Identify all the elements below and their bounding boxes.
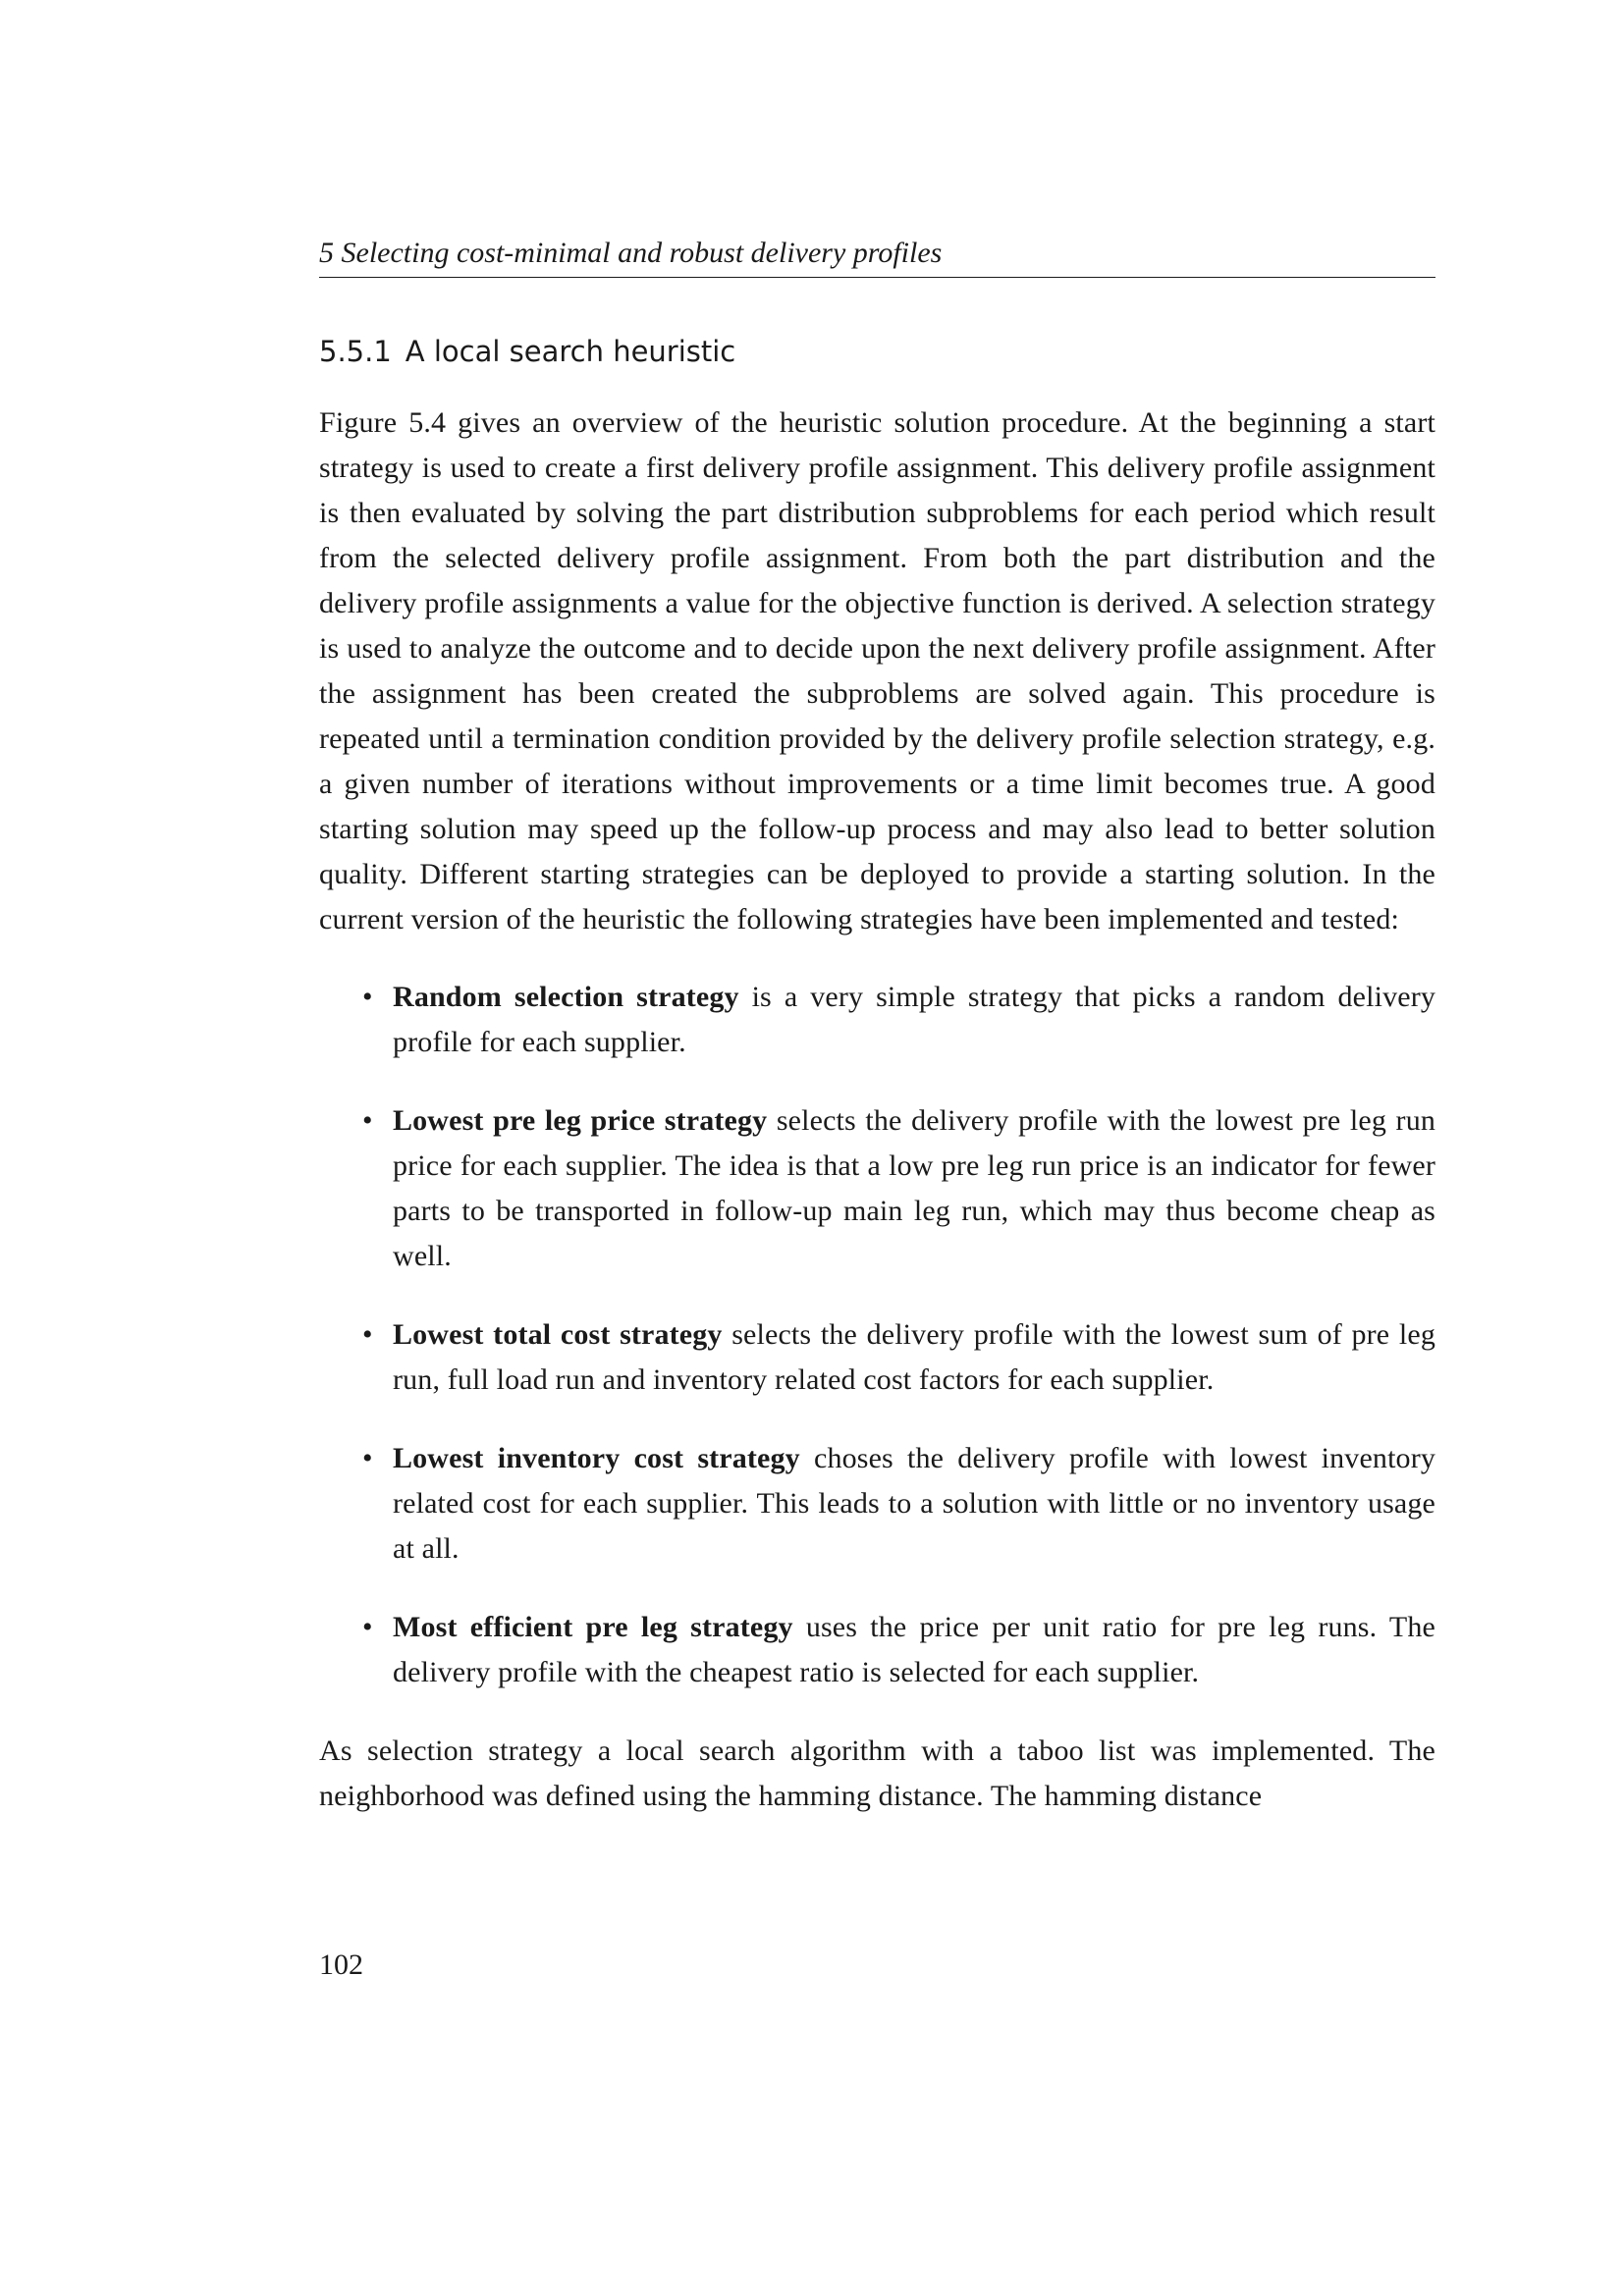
list-item [319, 1605, 1435, 1695]
bullet-icon: • [362, 1442, 373, 1474]
strategy-description: is a very simple strategy that picks a random delivery profile for each supplier. [393, 981, 1435, 1058]
strategy-description: selects the delivery profile with the lowest sum of pre leg run, full load run and inventory related cost factors for each supplier. [393, 1318, 1435, 1396]
strategy-term: Most efficient pre leg strategy [393, 1611, 793, 1643]
list-item [319, 975, 1435, 1065]
bullet-icon: • [362, 1318, 373, 1351]
closing-paragraph: As selection strategy a local search algorithm with a taboo list was implemented. The neighborhood was defined using the hamming distance. The hamming distance [319, 1735, 1435, 1812]
strategy-term: Lowest pre leg price strategy [393, 1104, 768, 1137]
strategy-list [319, 975, 1435, 1695]
strategy-term: Lowest total cost strategy [393, 1318, 723, 1351]
section-heading [319, 332, 735, 371]
section-number: 5.5.1 [319, 335, 392, 368]
running-header: 5 Selecting cost-minimal and robust delivery profiles [319, 234, 1435, 278]
section-title: A local search heuristic [405, 335, 736, 368]
page [319, 0, 1435, 2296]
strategy-description: uses the price per unit ratio for pre leg runs. The delivery profile with the cheapest ratio is selected for each supplier. [393, 1611, 1435, 1688]
bullet-icon: • [362, 1611, 373, 1643]
list-item [319, 1312, 1435, 1403]
strategy-description: choses the delivery profile with lowest inventory related cost for each supplier. This leads to a solution with little or no inventory usage at all. [393, 1442, 1435, 1565]
body-text [319, 400, 1435, 1819]
bullet-icon: • [362, 981, 373, 1013]
page-number: 102 [319, 1949, 363, 1981]
strategy-term: Random selection strategy [393, 981, 739, 1013]
intro-paragraph: Figure 5.4 gives an overview of the heuristic solution procedure. At the beginning a start strategy is used to create a first delivery profile assignment. This delivery profile assignment is then evaluated by solving the part distribution subproblems for each period which result from the selected delivery profile assignment. From both the part distribution and the delivery profile assignments a value for the objective function is derived. A selection strategy is used to analyze the outcome and to decide upon the next delivery profile assignment. After the assignment has been created the subproblems are solved again. This procedure is repeated until a termination condition provided by the delivery profile selection strategy, e.g. a given number of iterations without improvements or a time limit becomes true. A good starting solution may speed up the follow-up process and may also lead to better solution quality. Different starting strategies can be deployed to provide a starting solution. In the current version of the heuristic the following strategies have been implemented and tested: [319, 406, 1435, 935]
strategy-term: Lowest inventory cost strategy [393, 1442, 800, 1474]
list-item [319, 1436, 1435, 1572]
strategy-description: selects the delivery profile with the lowest pre leg run price for each supplier. The idea is that a low pre leg run price is an indicator for fewer parts to be transported in follow-up main leg run, which may thus become cheap as well. [393, 1104, 1435, 1272]
list-item [319, 1098, 1435, 1279]
bullet-icon: • [362, 1104, 373, 1137]
